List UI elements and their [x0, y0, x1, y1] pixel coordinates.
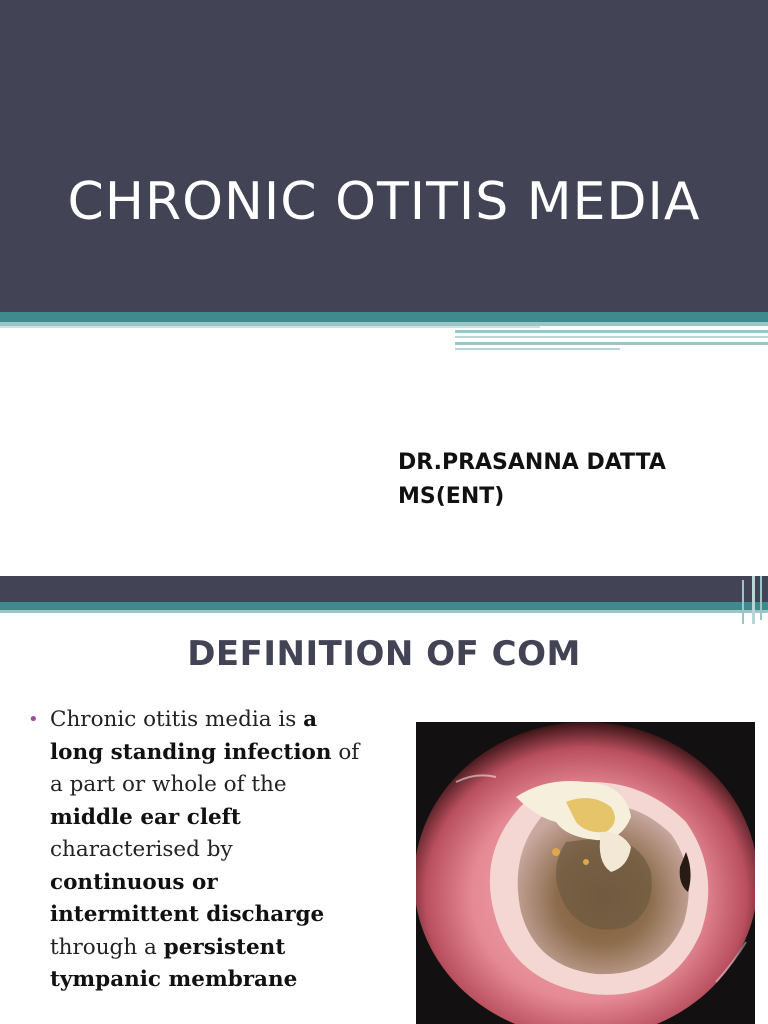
slide-heading: DEFINITION OF COM: [187, 634, 581, 674]
ear-canal-image-svg: [416, 722, 755, 1024]
title-header-band: [0, 0, 768, 312]
author-block: [398, 446, 666, 514]
slide-title: CHRONIC OTITIS MEDIA: [67, 172, 701, 232]
bullet-text: Chronic otitis media is a long standing infection of a part or whole of the middle ear cleft characterised by continuous or intermittent discharge through a persistent tympanic membrane: [50, 707, 360, 992]
author-name: DR.PRASANNA DATTA: [398, 450, 666, 475]
author-degree: MS(ENT): [398, 484, 505, 509]
otoscopic-ear-photo: [416, 722, 755, 1024]
definition-bullet: [28, 704, 373, 997]
bullet-dot-icon: •: [28, 709, 39, 730]
definition-slide: [0, 576, 768, 1024]
